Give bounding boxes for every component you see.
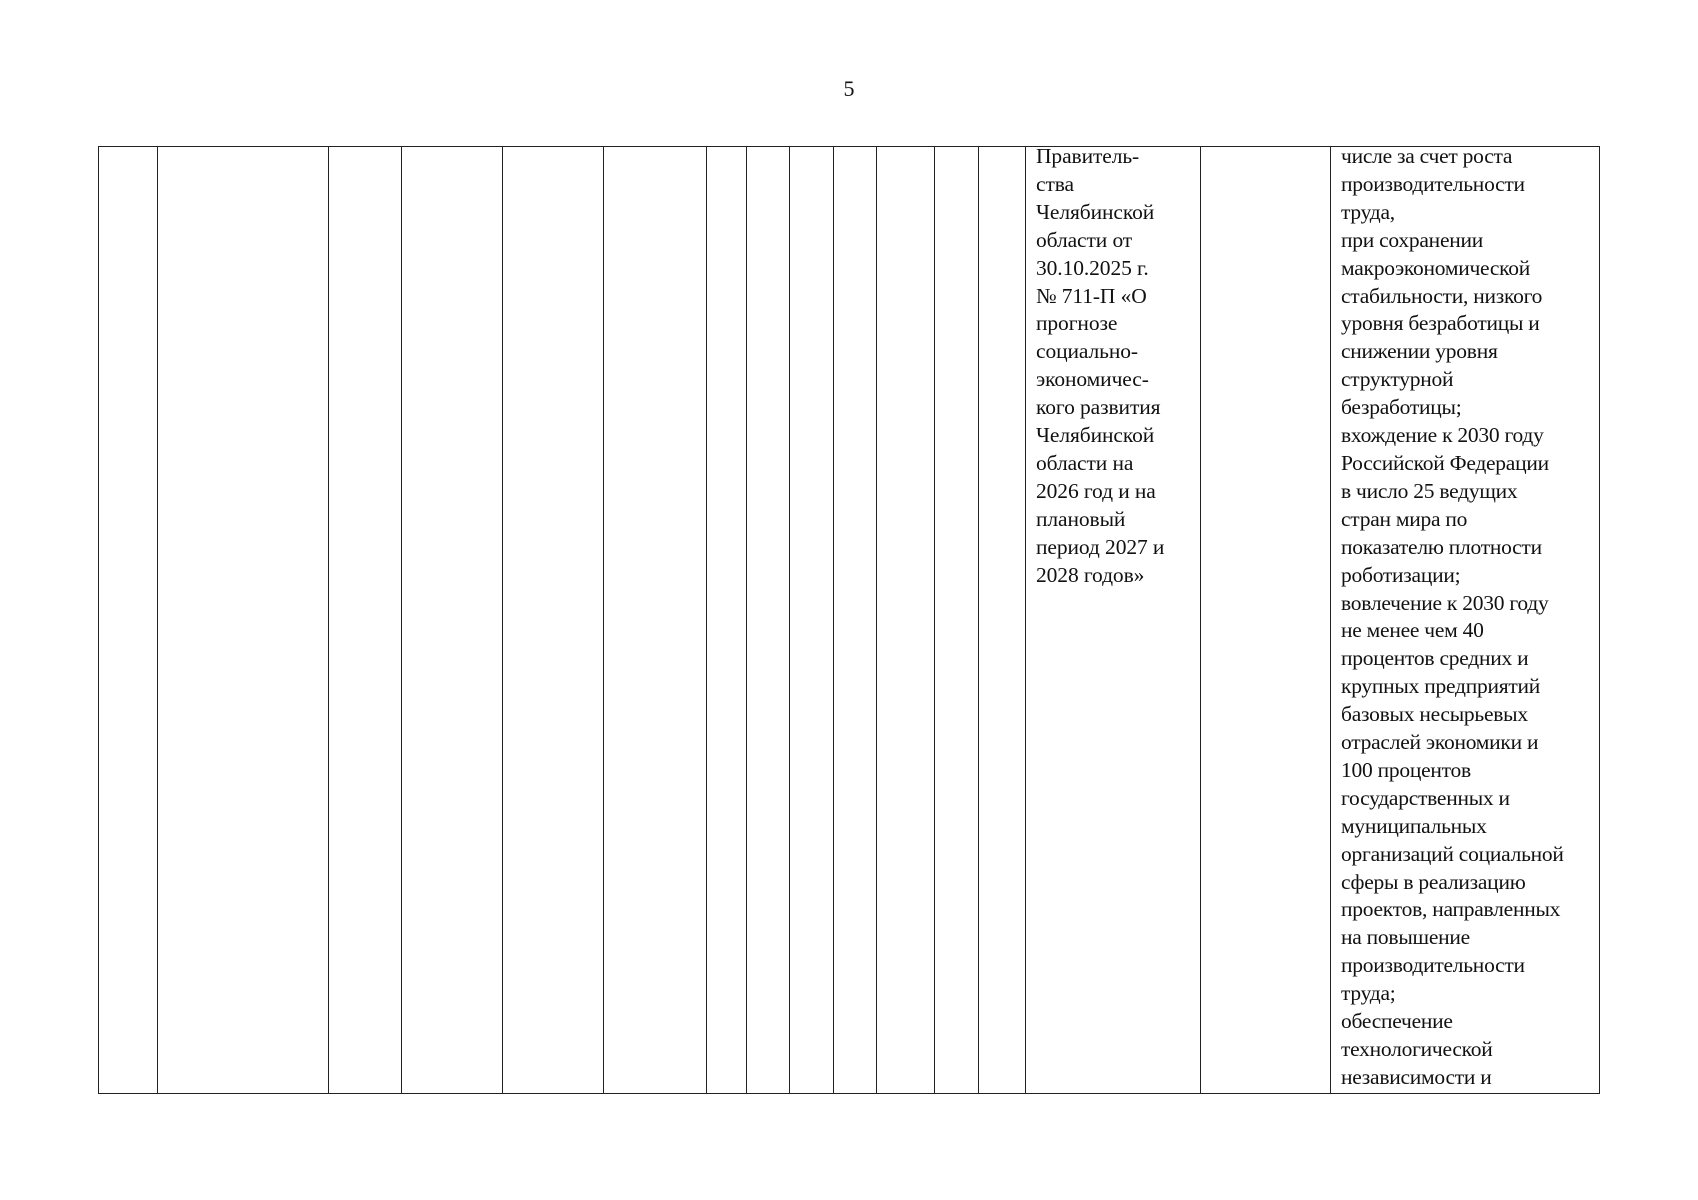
table-cell-13 — [979, 147, 1026, 1094]
table-cell-goals-description: числе за счет роста производительности труда, при сохранении макроэкономической стабильности, низкого уровня безработицы и снижении уровня структурной безработицы; вхождение к 2030 году Российской Федерации в число 25 ведущих стран мира по показателю плотности роботизации; вовлечение к 2030 году не менее чем 40 процентов средних и крупных предприятий базовых несырьевых отраслей экономики и 100 процентов государственных и муниципальных организаций социальной сферы в реализацию проектов, направленных на повышение производительности труда; обеспечение технологической независимости и — [1331, 147, 1600, 1094]
table-cell-5 — [503, 147, 604, 1094]
document-table — [98, 146, 1600, 1094]
table-cell-3 — [329, 147, 402, 1094]
table-cell-6 — [604, 147, 707, 1094]
table-cell-2 — [158, 147, 329, 1094]
table-cell-7 — [707, 147, 747, 1094]
table-row — [99, 147, 1600, 1094]
table-cell-9 — [790, 147, 834, 1094]
table-cell-document-reference: Правитель- ства Челябинской области от 30.10.2025 г. № 711-П «О прогнозе социально- экономичес- кого развития Челябинской области на 2026 год и на плановый период 2027 и 2028 годов» — [1026, 147, 1201, 1094]
table-cell-8 — [747, 147, 790, 1094]
table-cell-1 — [99, 147, 158, 1094]
table-cell-10 — [834, 147, 877, 1094]
table-cell-15 — [1201, 147, 1331, 1094]
table-cell-4 — [402, 147, 503, 1094]
page-number: 5 — [843, 76, 855, 101]
table-cell-12 — [935, 147, 979, 1094]
table-cell-11 — [877, 147, 935, 1094]
